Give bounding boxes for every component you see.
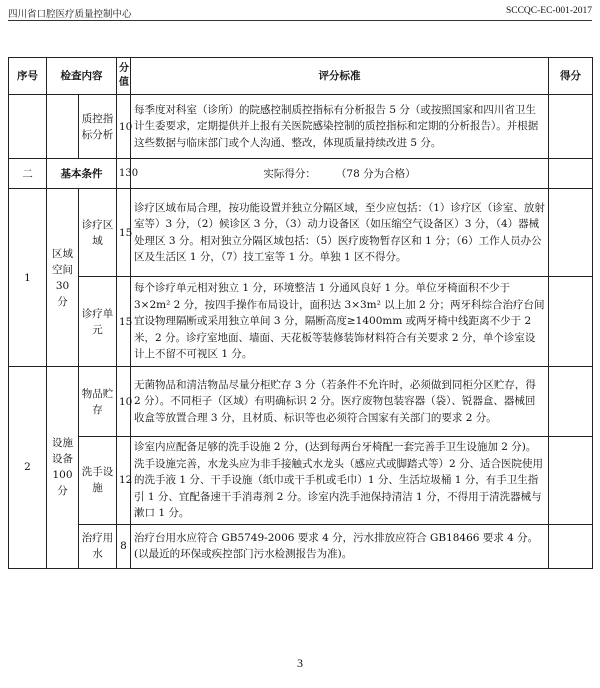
item-treatment-water: 治疗用水 (79, 524, 117, 568)
group-title-area: 区域空间30 分 (47, 189, 79, 367)
col-header-criteria: 评分标准 (131, 58, 549, 95)
section-actual-score (131, 159, 549, 189)
table-row (9, 367, 593, 437)
got-cell (549, 437, 593, 525)
got-cell (549, 277, 593, 367)
section-title: 基本条件 (47, 159, 117, 189)
table-row (9, 437, 593, 525)
got-cell (549, 189, 593, 277)
table-row (9, 95, 593, 159)
table-row (9, 189, 593, 277)
group-no-1: 1 (9, 189, 47, 367)
got-cell (549, 524, 593, 568)
got-cell (549, 159, 593, 189)
actual-score-label: 实际得分： (263, 167, 316, 180)
item-hand-washing: 洗手设施 (79, 437, 117, 525)
criteria-hand-washing: 诊室内应配备足够的洗手设施 2 分，(达到每两台牙椅配一套完善手卫生设施加 2 分)。洗手设施完善，水龙头应为非手接触式水龙头（感应式或脚踏式等）2 分、适合医院使用的洗手液 1 分、干手设施（纸巾或干手机或毛巾）1 分、生活垃圾桶 1 分，有手卫生指引 1 分、宜配备速干手消毒剂 2 分。诊室内洗手池保持清洁 1 分，不得用于清洗器械与漱口 1 分。 (131, 437, 549, 525)
criteria-storage: 无菌物品和清洁物品尽量分柜贮存 3 分（若条件不允许时，必须做到同柜分区贮存，得 2 分）。不同柜子（区域）有明确标识 2 分。医疗废物包装容器（袋）、锐器盒、器械回收盒等放置合理 3 分，且材质、标识等也必须符合国家有关部门的要求 2 分。 (131, 367, 549, 437)
item-treatment-area: 诊疗区域 (79, 189, 117, 277)
got-cell (549, 367, 593, 437)
col-header-content: 检查内容 (47, 58, 117, 95)
score-hand-washing: 12 (117, 437, 131, 525)
criteria-qc-analysis: 每季度对科室（诊所）的院感控制质控指标有分析报告 5 分（或按照国家和四川省卫生计生委要求，定期提供并上报有关医院感染控制的质控指标和定期的分析报告）。并根据这些数据与临床部门或个人沟通、整改，体现质量持续改进 5 分。 (131, 95, 549, 159)
section-row-basic (9, 159, 593, 189)
group-no-2: 2 (9, 367, 47, 569)
col-header-score: 分值 (117, 58, 131, 95)
score-qc-analysis: 10 (117, 95, 131, 159)
score-treatment-water: 8 (117, 524, 131, 568)
criteria-treatment-area: 诊疗区域布局合理，按功能设置并独立分隔区域，至少应包括：（1）诊疗区（诊室、放射室等）3 分，（2）候诊区 3 分，（3）动力设备区（如压缩空气设备区）3 分，（4）器械处理区 3 分。相对独立分隔区域包括：（5）医疗废物暂存区和 1 分；（6）工作人员办公区及生活区 1 分，（7）技工室等 1 分。单独 1 区不得分。 (131, 189, 549, 277)
table-row (9, 277, 593, 367)
section-no: 二 (9, 159, 47, 189)
page-number: 3 (297, 656, 303, 670)
page-header (8, 4, 592, 21)
section-score: 130 (117, 159, 131, 189)
header-document-code: SCCQC-EC-001-2017 (505, 6, 592, 16)
table-row (9, 524, 593, 568)
score-storage: 10 (117, 367, 131, 437)
got-cell (549, 95, 593, 159)
criteria-treatment-unit: 每个诊疗单元相对独立 1 分，环境整洁 1 分通风良好 1 分。单位牙椅面积不少于 3×2m² 2 分，按四手操作布局设计，面积达 3×3m² 以上加 2 分；两牙科综合治疗台间宜设物理隔断或采用独立单间 3 分，隔断高度≥1400mm 或两牙椅中线距离不少于 2 米，2 分。诊疗室地面、墙面、天花板等装修装饰材料符合有关要求 2 分，单个诊室设计上不留不可视区 1 分。 (131, 277, 549, 367)
evaluation-table (8, 57, 593, 569)
item-storage: 物品贮存 (79, 367, 117, 437)
table-header-row (9, 58, 593, 95)
item-treatment-unit: 诊疗单元 (79, 277, 117, 367)
score-treatment-area: 15 (117, 189, 131, 277)
pass-note: （78 分为合格） (335, 167, 416, 180)
score-treatment-unit: 15 (117, 277, 131, 367)
col-header-no: 序号 (9, 58, 47, 95)
group-title-facilities: 设施设备100 分 (47, 367, 79, 569)
col-header-got: 得分 (549, 58, 593, 95)
header-organization: 四川省口腔医疗质量控制中心 (8, 9, 132, 20)
criteria-treatment-water: 治疗台用水应符合 GB5749-2006 要求 4 分，污水排放应符合 GB18466 要求 4 分。(以最近的环保或疾控部门污水检测报告为准)。 (131, 524, 549, 568)
item-qc-analysis: 质控指标分析 (79, 95, 117, 159)
